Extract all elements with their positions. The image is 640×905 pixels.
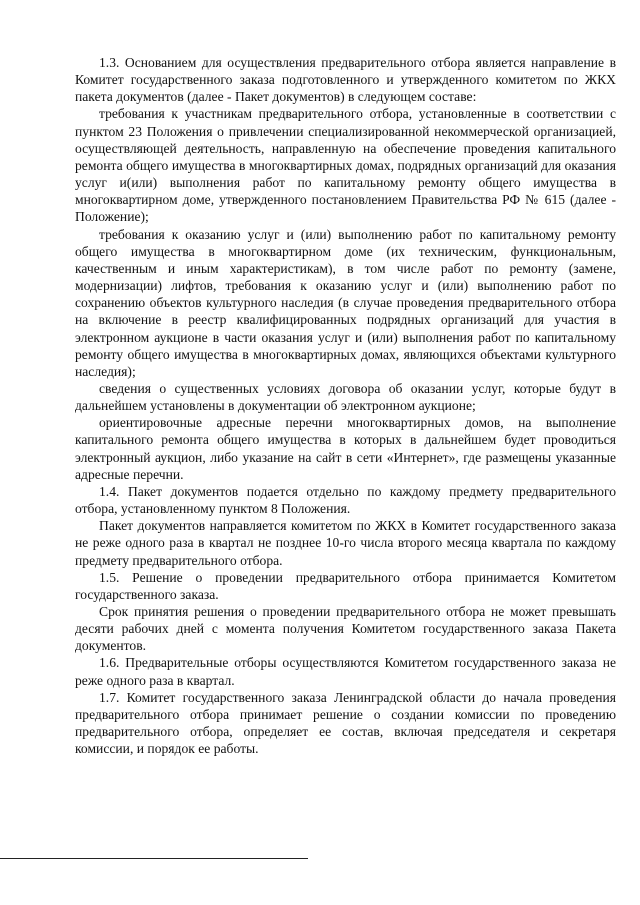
paragraph-1-7: 1.7. Комитет государственного заказа Ленинградской области до начала проведения предварительного отбора принимает решение о создании комиссии по проведению предварительного отбора, определяет ее состав, включая председателя и секретаря комиссии, и порядок ее работы. — [75, 689, 616, 757]
paragraph-requirements-services: требования к оказанию услуг и (или) выполнению работ по капитальному ремонту общего имущества в многоквартирном доме (их техническим, функциональным, качественным и иным характеристикам), в том числе работ по ремонту (замене, модернизации) лифтов, требования к оказанию услуг и (или) выполнению работ по сохранению объектов культурного наследия (в случае проведения предварительного отбора на включение в реестр квалифицированных подрядных организаций для участия в электронном аукционе в части оказания услуг и (или) выполнения работ по капитальному ремонту общего имущества в многоквартирных домах, являющихся объектами культурного наследия); — [75, 226, 616, 379]
paragraph-decision-deadline: Срок принятия решения о проведении предварительного отбора не может превышать десяти рабочих дней с момента получения Комитетом государственного заказа Пакета документов. — [75, 604, 616, 654]
paragraph-address-lists: ориентировочные адресные перечни многоквартирных домов, на выполнение капитального ремонта общего имущества в которых в дальнейшем будет проводиться электронный аукцион, либо указание на сайт в сети «Интернет», где размещены указанные адресные перечни. — [75, 415, 616, 482]
paragraph-package-submission: Пакет документов направляется комитетом по ЖКХ в Комитет государственного заказа не реже одного раза в квартал не позднее 10-го числа второго месяца квартала по каждому предмету предварительного отбора. — [75, 518, 616, 568]
footnote-divider — [0, 858, 308, 859]
paragraph-1-4: 1.4. Пакет документов подается отдельно по каждому предмету предварительного отбора, установленному пунктом 8 Положения. — [75, 483, 616, 517]
document-body — [75, 54, 616, 757]
paragraph-requirements-participants: требования к участникам предварительного отбора, установленные в соответствии с пунктом 23 Положения о привлечении специализированной некоммерческой организацией, осуществляющей деятельность, направленную на обеспечение проведения капитального ремонта общего имущества в многоквартирных домах, подрядных организаций для оказания услуг и(или) выполнения работ по капитальному ремонту общего имущества в многоквартирном доме, утвержденного постановлением Правительства РФ № 615 (далее - Положение); — [75, 106, 616, 225]
paragraph-1-5: 1.5. Решение о проведении предварительного отбора принимается Комитетом государственного заказа. — [75, 569, 616, 602]
paragraph-contract-terms: сведения о существенных условиях договора об оказании услуг, которые будут в дальнейшем установлены в документации об электронном аукционе; — [75, 380, 616, 414]
paragraph-1-6: 1.6. Предварительные отборы осуществляются Комитетом государственного заказа не реже одного раза в квартал. — [75, 655, 616, 688]
paragraph-1-3: 1.3. Основанием для осуществления предварительного отбора является направление в Комитет государственного заказа подготовленного и утвержденного комитетом по ЖКХ пакета документов (далее - Пакет документов) в следующем составе: — [75, 55, 616, 105]
